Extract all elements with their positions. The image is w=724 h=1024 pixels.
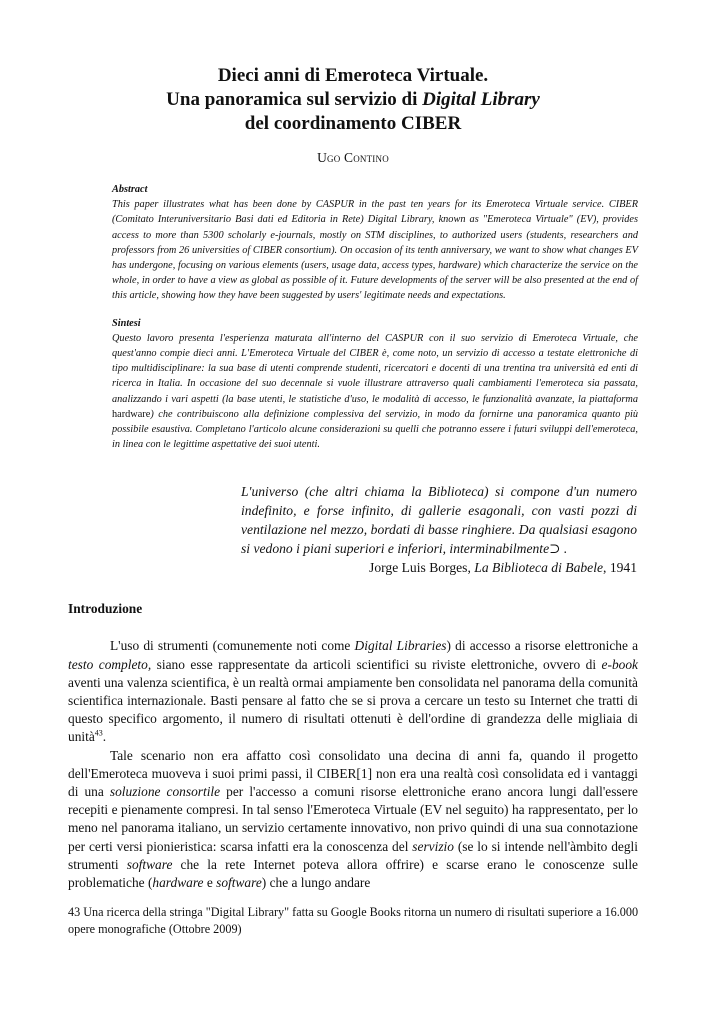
epigraph-year: , 1941 xyxy=(603,560,637,576)
text-run: e xyxy=(203,875,217,891)
title-line-2-text: Una panoramica sul servizio di xyxy=(166,89,423,110)
paragraph xyxy=(68,747,638,893)
author-name: Ugo Contino xyxy=(317,150,389,165)
sintesi-text-part: ) che contribuiscono alla definizione complessiva del servizio, in modo da fornirne una panoramica quanto più possibile esaustiva. Completano l'articolo alcune considerazioni su quelli che potranno essere i futuri sviluppi dell'emeroteca, in linea con le legittime aspettative dei suoi utenti. xyxy=(112,408,638,451)
title-line-1: Dieci anni di Emeroteca Virtuale. xyxy=(217,65,489,86)
abstract-italian xyxy=(112,316,638,453)
paper-title xyxy=(68,64,638,136)
epigraph-author: Jorge Luis Borges, xyxy=(369,560,475,576)
text-run: siano esse rappresentate da articoli scientifici su riviste elettroniche, ovvero di xyxy=(151,656,602,672)
text-run-italic: software xyxy=(126,856,173,872)
title-line-3: del coordinamento CIBER xyxy=(244,113,462,134)
text-run-italic: soluzione consortile xyxy=(109,784,221,800)
text-run: per l'accesso a comuni risorse elettroniche erano ancora lungi dall'essere recepiti e pienamente compresi. In tal senso l'Emeroteca Virtuale (EV nel seguito) ha rappresentato, per lo meno nel panorama italiano, un servizio certamente innovativo, non privo quindi di una sua connotazione per certi versi pionieristica: scarsa infatti era la conoscenza del xyxy=(68,784,638,854)
sintesi-text xyxy=(112,331,638,453)
text-run-italic: servizio xyxy=(412,838,454,854)
sintesi-text-upright: hardware xyxy=(112,408,151,420)
text-run: Tale scenario non era affatto così consolidato una decina di anni fa, quando il progetto dell'Emeroteca muoveva i suoi primi passi, il CIBER[1] non era una realtà così consolidata ed i vantaggi di una xyxy=(68,747,638,800)
epigraph-attribution xyxy=(241,558,637,577)
text-run: (se lo si intende nell'àmbito degli strumenti xyxy=(68,838,638,872)
text-run: ) di accesso a risorse elettroniche a xyxy=(446,638,639,654)
epigraph-text: L'universo (che altri chiama la Biblioteca) si compone d'un numero indefinito, e forse infinito, di gallerie esagonali, con vasti pozzi di ventilazione nel mezzo, bordati di basse ringhiere. Da qualsiasi esagono si vedono i piani superiori e inferiori, interminabilmente⊃ . xyxy=(241,484,637,557)
abstract-english xyxy=(112,182,638,304)
text-run: . xyxy=(102,729,107,745)
text-run-italic: hardware xyxy=(152,875,204,891)
page-content xyxy=(68,64,638,892)
section-heading: Introduzione xyxy=(68,601,143,617)
abstract-heading: Abstract xyxy=(112,184,148,195)
footnote-reference[interactable]: 43 xyxy=(94,729,103,738)
sintesi-text-part: Questo lavoro presenta l'esperienza maturata all'interno del CASPUR con il suo servizio di Emeroteca Virtuale, che quest'anno compie dieci anni. L'Emeroteca Virtuale del CIBER è, come noto, un servizio di accesso a testate elettroniche di tipo multidisciplinare: la sua base di utenti comprende studenti, ricercatori e docenti di una trentina tra università ed enti di ricerca in Italia. In occasione del suo decennale si vuole illustrare attraverso quali cambiamenti l'emeroteca sia passata, analizzando i vari aspetti (la base utenti, le statistiche d'uso, le modalità di accesso, le funzionalità avanzate, la piattaforma xyxy=(112,332,638,405)
text-run: che la rete Internet poteva allora offrire) e scarse erano le conoscenze sulle problematiche ( xyxy=(68,856,638,891)
text-run-italic: testo completo, xyxy=(68,656,152,672)
text-run: ) che a lungo andare xyxy=(261,875,371,891)
text-run-italic: Digital Libraries xyxy=(354,638,447,654)
epigraph-work: La Biblioteca di Babele xyxy=(474,560,604,576)
paragraph xyxy=(68,637,638,746)
body-text xyxy=(68,637,638,892)
title-line-2 xyxy=(68,88,638,112)
abstract-text: This paper illustrates what has been done by CASPUR in the past ten years for its Emeroteca Virtuale service. CIBER (Comitato Interuniversitario Basi dati ed Editoria in Rete) Digital Library, known as "Emeroteca Virtuale" (EV), provides access to more than 5300 scholarly e-journals, mostly on STM disciplines, to authorized users (students, researchers and professors from 26 universities of CIBER consortium). On occasion of its tenth anniversary, we want to show what changes EV has undergone, focusing on various elements (users, usage data, access types, hardware) which characterize the service on the whole, in order to have a view as global as possible of it. Future developments of the server will be also presented at the end of this article, showing how they have been suggested by users' legitimate needs and expectations. xyxy=(112,199,638,302)
text-run-italic: e-book xyxy=(601,656,638,672)
sintesi-heading: Sintesi xyxy=(112,317,141,329)
text-run: aventi una valenza scientifica, è un realtà ormai ampiamente ben consolidata nel panorama della comunità scientifica internazionale. Basti pensare al fatto che se si prova a cercare un testo su Internet che tratti di questo specifico argomento, il numero di risultati ottenuti è dell'ordine di grandezza delle migliaia di unità xyxy=(68,674,638,745)
text-run: L'uso di strumenti (comunemente noti come xyxy=(110,638,355,654)
epigraph xyxy=(241,482,637,577)
footnote: 43 Una ricerca della stringa "Digital Library" fatta su Google Books ritorna un numero di risultati superiore a 16.000 opere monografiche (Ottobre 2009) xyxy=(68,905,639,936)
text-run-italic: software xyxy=(216,875,262,891)
title-line-2-emphasis: Digital Library xyxy=(422,89,540,110)
